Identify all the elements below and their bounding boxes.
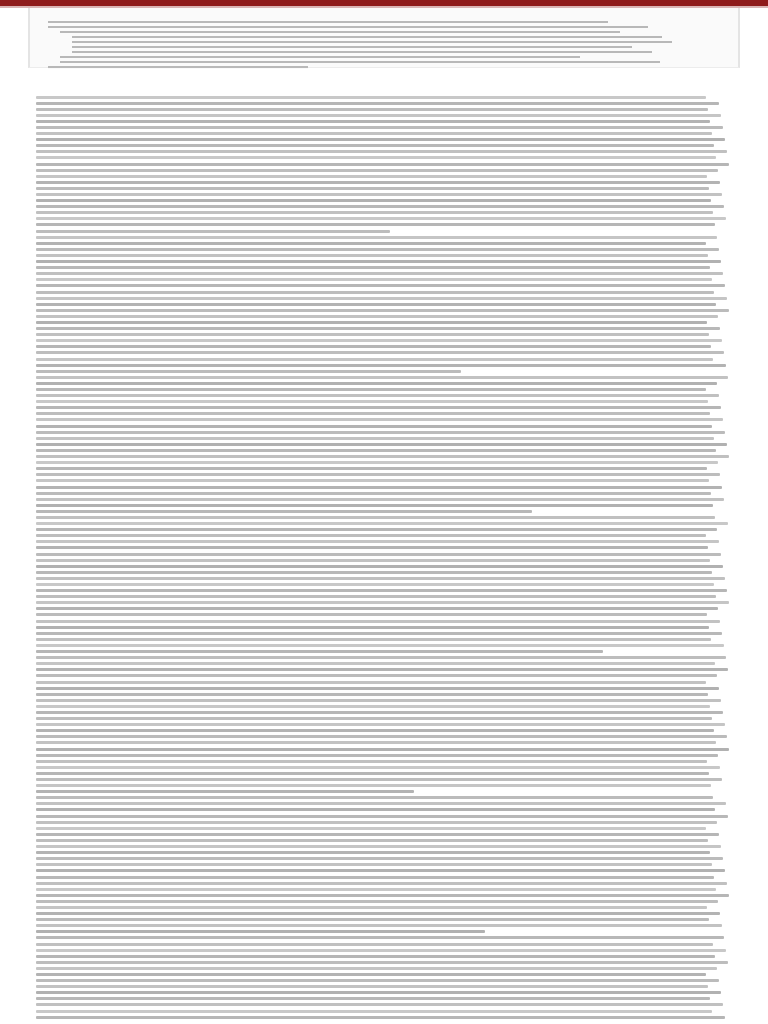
text-line-ink (36, 534, 706, 537)
text-line-ink (36, 991, 721, 994)
text-line-ink (36, 1016, 725, 1019)
text-line-ink (36, 936, 724, 939)
text-line-ink (36, 400, 708, 403)
text-line-ink (36, 504, 713, 507)
text-line-ink (36, 486, 722, 489)
text-line-ink (36, 473, 720, 476)
text-line-ink (36, 321, 707, 324)
text-line-ink (36, 888, 716, 891)
text-line-ink (36, 358, 713, 361)
text-line-ink (36, 254, 708, 257)
text-line-ink (36, 394, 719, 397)
text-line-ink (36, 181, 720, 184)
text-line-ink (36, 376, 728, 379)
table-of-contents (28, 8, 740, 68)
text-line (36, 1014, 730, 1020)
text-line-ink (36, 278, 712, 281)
text-line-ink (36, 790, 414, 793)
text-line-ink (36, 540, 719, 543)
text-line-ink (36, 388, 706, 391)
text-line-ink (36, 114, 721, 117)
text-line-ink (36, 973, 706, 976)
text-line-ink (36, 748, 729, 751)
text-line-ink (36, 662, 715, 665)
text-line-ink (36, 772, 709, 775)
text-line-ink (36, 869, 725, 872)
text-line-ink (36, 211, 713, 214)
toc-entry[interactable] (48, 25, 648, 29)
text-line-ink (36, 796, 713, 799)
toc-heading (48, 12, 568, 17)
text-line-ink (36, 144, 714, 147)
text-line-ink (36, 455, 729, 458)
text-line-ink (36, 668, 728, 671)
text-line-ink (36, 955, 715, 958)
text-line-ink (36, 607, 718, 610)
text-line-ink (36, 96, 706, 99)
text-line-ink (36, 717, 712, 720)
text-line-ink (36, 979, 719, 982)
text-line-ink (36, 693, 708, 696)
text-line-ink (36, 632, 722, 635)
text-line-ink (36, 492, 711, 495)
toc-entry[interactable] (60, 60, 660, 64)
toc-entry[interactable] (72, 35, 662, 39)
text-line-ink (36, 291, 714, 294)
text-line-ink (36, 437, 714, 440)
text-line-ink (36, 236, 717, 239)
text-line-ink (36, 961, 728, 964)
text-line-ink (36, 857, 723, 860)
text-line-ink (36, 510, 532, 513)
text-line-ink (36, 943, 713, 946)
toc-entry[interactable] (48, 20, 608, 24)
text-line-ink (36, 187, 709, 190)
text-line-ink (36, 912, 720, 915)
text-line-ink (36, 193, 722, 196)
text-line-ink (36, 528, 717, 531)
text-line-ink (36, 918, 709, 921)
text-line-ink (36, 230, 390, 233)
text-line-ink (36, 821, 717, 824)
text-line-ink (36, 156, 716, 159)
article-body (36, 94, 730, 1022)
text-line-ink (36, 467, 707, 470)
text-line-ink (36, 729, 714, 732)
text-line-ink (36, 266, 710, 269)
text-line-ink (36, 120, 710, 123)
text-line-ink (36, 242, 706, 245)
toc-entry[interactable] (72, 45, 632, 49)
text-line-ink (36, 589, 727, 592)
text-line-ink (36, 309, 729, 312)
text-line-ink (36, 930, 485, 933)
text-line-ink (36, 169, 718, 172)
text-line-ink (36, 735, 727, 738)
text-line-ink (36, 766, 720, 769)
text-line-ink (36, 431, 725, 434)
text-line-ink (36, 705, 710, 708)
text-line-ink (36, 412, 710, 415)
text-line-ink (36, 674, 717, 677)
text-line-ink (36, 217, 726, 220)
text-line-ink (36, 839, 708, 842)
toc-entry[interactable] (72, 50, 652, 54)
text-line-ink (36, 559, 710, 562)
text-line-ink (36, 351, 724, 354)
text-line-ink (36, 571, 712, 574)
toc-entry[interactable] (60, 30, 620, 34)
text-line-ink (36, 687, 719, 690)
text-line-ink (36, 808, 715, 811)
text-line-ink (36, 583, 714, 586)
text-line-ink (36, 443, 727, 446)
text-line-ink (36, 223, 715, 226)
text-line-ink (36, 297, 727, 300)
text-line-ink (36, 997, 710, 1000)
text-line-ink (36, 985, 708, 988)
text-line-ink (36, 108, 708, 111)
toc-entry[interactable] (60, 55, 580, 59)
text-line-ink (36, 699, 721, 702)
text-line-ink (36, 949, 726, 952)
text-line-ink (36, 449, 716, 452)
text-line-ink (36, 906, 707, 909)
text-line-ink (36, 754, 718, 757)
text-line-ink (36, 851, 710, 854)
text-line-ink (36, 248, 719, 251)
text-line-ink (36, 333, 709, 336)
text-line-ink (36, 327, 720, 330)
text-line-ink (36, 370, 461, 373)
text-line-ink (36, 967, 717, 970)
text-line-ink (36, 924, 722, 927)
text-line-ink (36, 205, 724, 208)
text-line-ink (36, 681, 706, 684)
text-line-ink (36, 1003, 723, 1006)
text-line-ink (36, 345, 711, 348)
text-line-ink (36, 315, 718, 318)
text-line-ink (36, 546, 708, 549)
text-line-ink (36, 138, 725, 141)
text-line-ink (36, 741, 716, 744)
text-line-ink (36, 601, 729, 604)
text-line-ink (36, 650, 603, 653)
text-line-ink (36, 498, 724, 501)
text-line-ink (36, 479, 709, 482)
text-line-ink (36, 833, 719, 836)
text-line-ink (36, 553, 721, 556)
text-line-ink (36, 863, 712, 866)
text-line-ink (36, 626, 709, 629)
text-line-ink (36, 644, 724, 647)
text-line-ink (36, 382, 717, 385)
toc-entry[interactable] (72, 40, 672, 44)
text-line-ink (36, 260, 721, 263)
text-line-ink (36, 815, 728, 818)
text-line-ink (36, 882, 727, 885)
article-meta-line (230, 89, 530, 92)
text-line-ink (36, 711, 723, 714)
text-line-ink (36, 723, 725, 726)
text-line-ink (36, 150, 727, 153)
text-line-ink (36, 126, 723, 129)
text-line-ink (36, 613, 707, 616)
text-line-ink (36, 760, 707, 763)
text-line-ink (36, 339, 722, 342)
text-line-ink (36, 364, 726, 367)
article-meta-line (145, 83, 615, 86)
article-title (160, 66, 600, 74)
text-line-ink (36, 620, 720, 623)
text-line-ink (36, 638, 711, 641)
text-line-ink (36, 845, 721, 848)
text-line-ink (36, 175, 707, 178)
text-line-ink (36, 461, 718, 464)
text-line-ink (36, 577, 725, 580)
text-line-ink (36, 565, 723, 568)
text-line-ink (36, 784, 711, 787)
text-line-ink (36, 595, 716, 598)
text-line-ink (36, 406, 721, 409)
text-line-ink (36, 516, 715, 519)
text-line-ink (36, 894, 729, 897)
text-line-ink (36, 827, 706, 830)
text-line-ink (36, 102, 719, 105)
text-line-ink (36, 778, 722, 781)
article-meta-line (170, 77, 590, 80)
text-line-ink (36, 132, 712, 135)
text-line-ink (36, 418, 723, 421)
text-line-ink (36, 425, 712, 428)
text-line-ink (36, 522, 728, 525)
text-line-ink (36, 900, 718, 903)
text-line-ink (36, 284, 725, 287)
toc-list (30, 20, 738, 69)
text-line-ink (36, 876, 714, 879)
article-heading (100, 66, 660, 92)
text-line-ink (36, 199, 711, 202)
text-line-ink (36, 656, 726, 659)
text-line-ink (36, 272, 723, 275)
text-line-ink (36, 163, 729, 166)
text-line-ink (36, 1010, 712, 1013)
text-line-ink (36, 802, 726, 805)
text-line-ink (36, 303, 716, 306)
